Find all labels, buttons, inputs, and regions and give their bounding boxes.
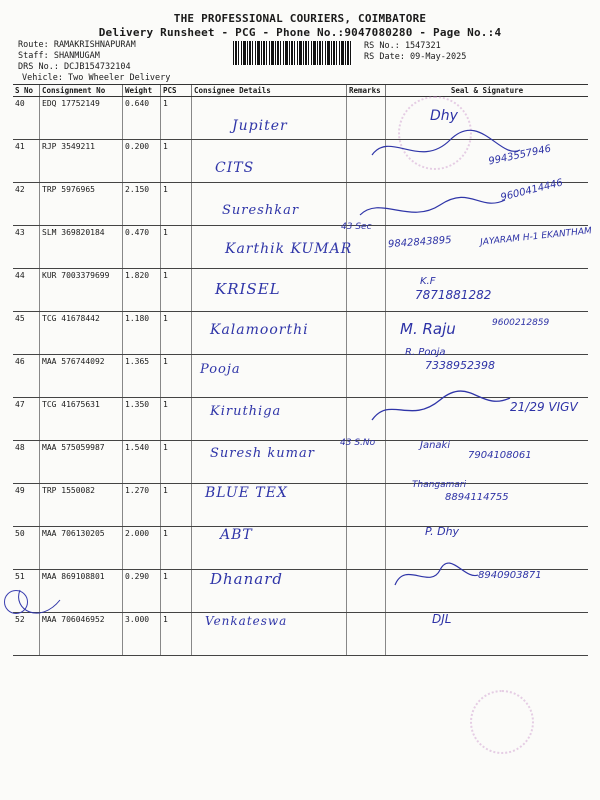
cell-consignment: MAA 869108801 [40, 570, 123, 613]
cell-pcs: 1 [161, 226, 192, 269]
handwritten-signature: Janaki [420, 440, 451, 451]
handwritten-signature: R. Pooja [405, 347, 446, 358]
cell-consignment: EDQ 17752149 [40, 97, 123, 140]
vehicle-label: Vehicle: Two Wheeler Delivery [22, 73, 171, 83]
handwritten-signature: 9842843895 [387, 234, 452, 251]
circled-row-marker [4, 590, 28, 614]
cell-weight: 2.000 [123, 527, 161, 570]
cell-pcs: 1 [161, 183, 192, 226]
handwritten-signature: K.F [420, 276, 436, 287]
cell-weight: 0.640 [123, 97, 161, 140]
cell-consignment: TRP 5976965 [40, 183, 123, 226]
handwritten-remark: 43 Sec [341, 222, 372, 232]
cell-sno: 50 [13, 527, 40, 570]
handwritten-consignee: Venkateswa [205, 614, 288, 628]
drs-number: DRS No.: DCJB154732104 [18, 62, 131, 72]
cell-pcs: 1 [161, 570, 192, 613]
cell-consignment: MAA 575059987 [40, 441, 123, 484]
rs-number: RS No.: 1547321 [364, 41, 441, 51]
cell-weight: 1.350 [123, 398, 161, 441]
handwritten-signature: DJL [432, 612, 452, 626]
cell-sno: 52 [13, 613, 40, 656]
col-sno: S No [13, 85, 40, 97]
cell-sno: 51 [13, 570, 40, 613]
cell-sno: 49 [13, 484, 40, 527]
cell-sno: 48 [13, 441, 40, 484]
cell-weight: 3.000 [123, 613, 161, 656]
handwritten-signature: P. Dhy [425, 525, 460, 538]
handwritten-signature: 7871881282 [415, 288, 492, 302]
handwritten-signature: 21/29 VIGV [510, 400, 578, 414]
cell-pcs: 1 [161, 355, 192, 398]
cell-consignment: TCG 41675631 [40, 398, 123, 441]
cell-pcs: 1 [161, 527, 192, 570]
cell-sno: 40 [13, 97, 40, 140]
cell-consignment: SLM 369820184 [40, 226, 123, 269]
handwritten-consignee: Jupiter [232, 118, 288, 134]
cell-consignment: MAA 576744092 [40, 355, 123, 398]
col-consignee: Consignee Details [192, 85, 347, 97]
cell-pcs: 1 [161, 484, 192, 527]
cell-weight: 1.365 [123, 355, 161, 398]
cell-weight: 2.150 [123, 183, 161, 226]
col-pcs: PCS [161, 85, 192, 97]
handwritten-consignee: ABT [220, 527, 253, 543]
runsheet-subtitle: Delivery Runsheet - PCG - Phone No.:9047080280 - Page No.:4 [98, 26, 502, 39]
handwritten-consignee: Kiruthiga [210, 404, 282, 419]
handwritten-signature: Dhy [430, 108, 458, 124]
col-weight: Weight [123, 85, 161, 97]
handwritten-signature: 9600414446 [499, 177, 565, 204]
cell-pcs: 1 [161, 398, 192, 441]
col-remarks: Remarks [347, 85, 386, 97]
cell-sno: 41 [13, 140, 40, 183]
rs-date: RS Date: 09-May-2025 [364, 52, 467, 62]
cell-sno: 42 [13, 183, 40, 226]
cell-weight: 1.270 [123, 484, 161, 527]
cell-consignment: RJP 3549211 [40, 140, 123, 183]
cell-consignment: MAA 706046952 [40, 613, 123, 656]
handwritten-consignee: KRISEL [215, 280, 281, 298]
staff-label: Staff: SHANMUGAM [18, 51, 100, 61]
company-title: THE PROFESSIONAL COURIERS, COIMBATORE [173, 12, 427, 25]
cell-weight: 1.820 [123, 269, 161, 312]
cell-weight: 0.200 [123, 140, 161, 183]
cell-weight: 0.470 [123, 226, 161, 269]
col-consignment: Consignment No [40, 85, 123, 97]
signature-stroke [372, 391, 510, 420]
cell-sno: 43 [13, 226, 40, 269]
handwritten-signature: 7904108061 [468, 450, 532, 461]
handwritten-signature: M. Raju [400, 320, 456, 338]
handwritten-consignee: Karthik KUMAR [225, 241, 353, 257]
handwritten-signature: 8940903871 [478, 570, 542, 581]
cell-pcs: 1 [161, 97, 192, 140]
cell-weight: 0.290 [123, 570, 161, 613]
cell-weight: 1.540 [123, 441, 161, 484]
handwritten-consignee: BLUE TEX [205, 485, 288, 501]
handwritten-signature: 7338952398 [425, 359, 495, 372]
cell-pcs: 1 [161, 613, 192, 656]
handwritten-signature: JAYARAM H-1 EKANTHAM [479, 226, 593, 248]
handwritten-consignee: Pooja [200, 362, 241, 377]
handwritten-remark: 43 S.No [340, 438, 376, 448]
cell-consignment: KUR 7003379699 [40, 269, 123, 312]
handwritten-signature: 9600212859 [492, 318, 550, 328]
cell-weight: 1.180 [123, 312, 161, 355]
handwritten-consignee: Dhanard [210, 570, 284, 588]
signature-stroke [395, 563, 478, 585]
cell-consignment: MAA 706130205 [40, 527, 123, 570]
cell-sno: 44 [13, 269, 40, 312]
handwritten-consignee: Suresh kumar [210, 446, 315, 461]
cell-consignment: TRP 1550082 [40, 484, 123, 527]
cell-pcs: 1 [161, 441, 192, 484]
handwritten-signature: Thangamari [412, 480, 467, 490]
cell-pcs: 1 [161, 312, 192, 355]
signature-stroke [372, 130, 520, 155]
cell-sno: 45 [13, 312, 40, 355]
cell-sno: 46 [13, 355, 40, 398]
handwritten-consignee: Sureshkar [222, 203, 300, 218]
cell-consignment: TCG 41678442 [40, 312, 123, 355]
col-signature: Seal & Signature [386, 85, 589, 97]
cell-sno: 47 [13, 398, 40, 441]
cell-pcs: 1 [161, 140, 192, 183]
cell-pcs: 1 [161, 269, 192, 312]
handwritten-signature: 8894114755 [445, 492, 509, 503]
route-label: Route: RAMAKRISHNAPURAM [18, 40, 136, 50]
handwritten-consignee: CITS [215, 160, 255, 176]
handwritten-consignee: Kalamoorthi [210, 322, 309, 338]
signature-stroke [360, 197, 505, 215]
handwritten-signature: 9943557946 [487, 143, 553, 168]
